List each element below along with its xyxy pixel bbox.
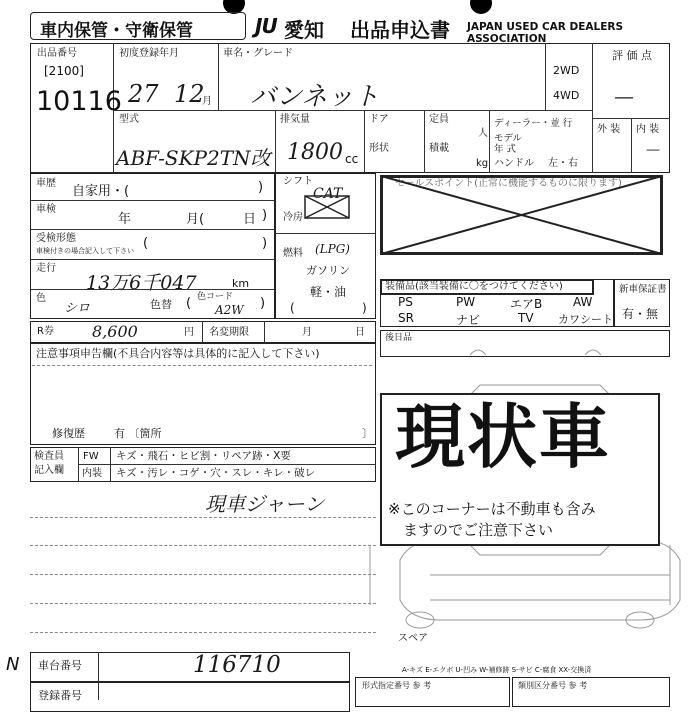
color-code-label: 色コード: [197, 292, 234, 302]
side-mark: N: [6, 654, 20, 675]
footer-right: 類別区分番号 参 考: [518, 681, 588, 690]
lot-number: 10116: [36, 86, 122, 117]
color-change-label: 色替: [150, 298, 172, 311]
displacement-label: 排気量: [280, 114, 310, 125]
repair-label: 修復歴: [52, 427, 85, 440]
repair-value: 有 〔箇所: [114, 427, 162, 440]
sales-point-cross: [381, 176, 662, 254]
receipt-note: 車検付きの場合記入して下さい: [36, 247, 134, 255]
capacity-label: 定員: [429, 114, 449, 125]
interior-label: 内 装: [636, 124, 660, 135]
type-value: ABF-SKP2TN改: [116, 146, 271, 170]
shift-label: シフト: [283, 176, 313, 187]
color-paren: (: [186, 296, 192, 311]
interior-value: —: [646, 142, 660, 158]
warranty-label: 新車保証書: [619, 284, 667, 295]
recycle-label: R券: [37, 326, 54, 337]
register-label: 登録番号: [38, 689, 82, 702]
lot-label: 出品番号: [37, 48, 77, 59]
evaluation-label: 評 価 点: [612, 49, 652, 62]
name-change-month: 月: [302, 327, 312, 338]
equip-tv: TV: [518, 311, 534, 325]
ju-logo: JU: [255, 14, 277, 38]
shape-label: 形状: [369, 143, 389, 154]
mileage-label: 走行: [36, 263, 56, 274]
fuel-lpg: (LPG): [315, 242, 350, 256]
registration-year: 27: [128, 80, 159, 108]
name-change-day: 日: [355, 327, 365, 338]
inspection-close: ): [262, 208, 268, 223]
spare-label: スペア: [398, 633, 428, 644]
drive-4wd: 4WD: [553, 89, 580, 102]
exterior-label: 外 装: [597, 124, 621, 135]
receipt-open: (: [143, 236, 149, 251]
inspection-day: 日: [243, 212, 257, 227]
genjo-note-1: ※このコーナーは不動車も含み: [388, 500, 596, 518]
fuel-gasoline: ガソリン: [306, 264, 350, 277]
equip-ps: PS: [398, 295, 413, 309]
ac-label: 冷房: [283, 212, 303, 223]
mileage-unit: km: [232, 277, 250, 290]
inspection-month-unit: 月(: [186, 212, 205, 227]
inspector-fw: FW: [83, 451, 99, 462]
inspector-inner: 内装: [82, 468, 102, 479]
warranty-options: 有・無: [622, 307, 659, 321]
color-value: シロ: [64, 301, 91, 316]
equip-pw: PW: [456, 295, 476, 309]
equip-sr: SR: [398, 311, 414, 325]
displacement-unit: cc: [345, 152, 359, 166]
chassis-value: 116710: [193, 652, 281, 678]
load-unit: kg: [476, 158, 489, 169]
model-label: 車名・グレード: [223, 48, 293, 59]
door-label: ドア: [369, 114, 389, 125]
chassis-label: 車台番号: [38, 659, 82, 672]
fuel-close: ): [362, 301, 367, 315]
repair-close: 〕: [362, 427, 373, 440]
inspector-fw-items: キズ・飛石・ヒビ割・リペア跡・X要: [116, 450, 291, 462]
color-close: ): [260, 296, 266, 311]
color-label: 色: [36, 293, 46, 304]
displacement-value: 1800: [287, 140, 343, 165]
damage-legend: A-キズ E-エクボ U-凹み W-補修跡 S-サビ C-腐食 XX-交換済: [402, 666, 592, 674]
sales-point-label: セールスポイント(正常に機能するものに限ります): [395, 178, 622, 189]
fuel-diesel: 軽・油: [310, 285, 347, 299]
handwritten-note: 現車ジャーン: [205, 492, 325, 516]
shift-cross: [305, 196, 349, 218]
model-year-label: モデル 年 式: [494, 133, 523, 155]
brand-name: 愛知: [284, 18, 324, 42]
fuel-paren: (: [290, 301, 295, 315]
history-value: 自家用・(: [72, 184, 130, 199]
capacity-unit: 人: [478, 128, 488, 139]
equip-navi: ナビ: [456, 313, 481, 327]
shift-value: CAT: [313, 186, 343, 202]
fuel-label: 燃料: [283, 248, 303, 259]
inspector-inner-items: キズ・汚レ・コゲ・穴・スレ・キレ・破レ: [116, 467, 316, 479]
equipment-label: 装備品(該当装備に〇をつけてください): [385, 281, 563, 292]
owner-label: 後日品: [385, 333, 413, 343]
inspector-label-2: 記入欄: [34, 465, 64, 476]
footer-left: 形式指定番号 参 考: [362, 681, 432, 690]
model-name: バンネット: [250, 82, 380, 112]
genjo-note-2: ますのでご注意下さい: [403, 521, 554, 539]
registration-month-unit: 月: [202, 96, 212, 107]
mileage-value: 13万6千047: [86, 272, 197, 294]
handle-label: ハンドル: [494, 158, 534, 169]
receipt-label: 受検形態: [36, 233, 76, 244]
receipt-close: ): [262, 236, 268, 251]
dealer-label: ディーラー・並 行: [494, 118, 573, 129]
history-label: 車歴: [36, 178, 56, 189]
recycle-value: 8,600: [92, 322, 138, 341]
history-close: ): [258, 180, 264, 195]
drive-2wd: 2WD: [553, 64, 580, 77]
inspection-year-unit: 年: [118, 212, 132, 227]
evaluation-score: —: [614, 84, 634, 108]
lot-code: [2100]: [44, 64, 84, 78]
storage-badge-text: 車内保管・守衛保管: [40, 21, 193, 41]
type-label: 型式: [119, 114, 139, 125]
equip-airbag: エアB: [510, 297, 543, 311]
equip-aw: AW: [573, 295, 593, 309]
genjo-title: 現状車: [395, 396, 611, 478]
notes-label: 注意事項申告欄(不具合内容等は具体的に記入して下さい): [36, 347, 320, 360]
association-name: JAPAN USED CAR DEALERS ASSOCIATION: [467, 21, 624, 45]
load-label: 積載: [429, 143, 449, 154]
inspector-label-1: 検査員: [34, 451, 64, 462]
recycle-unit: 円: [184, 327, 194, 338]
name-change-label: 名変期限: [209, 327, 249, 338]
inspection-label: 車検: [36, 204, 56, 215]
equip-leather: カワシート: [558, 313, 613, 326]
form-title: 出品申込書: [350, 18, 450, 42]
registration-month: 12: [174, 80, 205, 108]
registration-label: 初度登録年月: [119, 48, 179, 59]
color-code-value: A2W: [215, 303, 244, 317]
handle-options: 左・右: [548, 158, 578, 169]
